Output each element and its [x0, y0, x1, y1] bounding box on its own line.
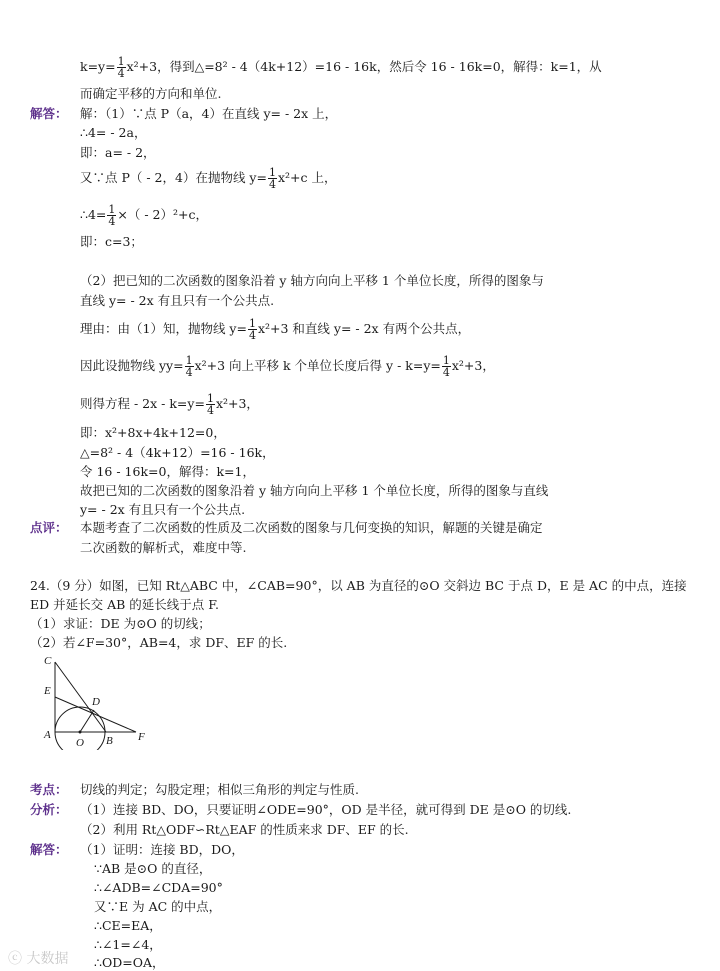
text-line: △=8² - 4（4k+12）=16 - 16k， [80, 445, 275, 460]
question-24-part2: （2）若∠F=30°，AB=4，求 DF、EF 的长. [30, 635, 288, 650]
fraction [206, 393, 215, 416]
question-24-part1: （1）求证：DE 为⊙O 的切线； [30, 616, 211, 631]
analysis-line: （1）连接 BD、DO，只要证明∠ODE=90°，OD 是半径，就可得到 DE 是⊙O 的切线. [80, 802, 572, 817]
text-line: 解：（1）∵点 P（a，4）在直线 y= - 2x 上， [80, 106, 338, 121]
line-od [80, 710, 94, 732]
solution-line: ∵AB 是⊙O 的直径， [94, 861, 212, 876]
fraction [185, 355, 194, 378]
label-f: F [138, 731, 145, 743]
label-b: B [106, 735, 113, 747]
solution-label: 解答： [30, 842, 68, 857]
text-span: ∴4= [80, 207, 107, 222]
text-line [80, 318, 470, 341]
text-line [80, 355, 495, 378]
text-line: 令 16 - 16k=0，解得：k=1， [80, 464, 255, 479]
geometry-diagram [36, 650, 156, 750]
text-line: 即：c=3； [80, 234, 143, 249]
analysis-line: （2）利用 Rt△ODF∽Rt△EAF 的性质来求 DF、EF 的长. [80, 822, 409, 837]
label-a: A [44, 729, 51, 741]
numerator: 1 [185, 354, 193, 367]
numerator: 1 [248, 317, 256, 330]
question-24-line: ED 并延长交 AB 的延长线于点 F. [30, 597, 219, 612]
numerator: 1 [268, 166, 276, 179]
fraction [268, 167, 277, 190]
text-span: k=y= [80, 59, 116, 74]
text-span: 则得方程 - 2x - k=y= [80, 396, 205, 411]
solution-line: ∴OD=OA， [94, 955, 165, 970]
solution-line: 又∵E 为 AC 的中点， [94, 899, 222, 914]
text-line: 即：a= - 2， [80, 145, 156, 160]
numerator: 1 [108, 203, 116, 216]
text-line: （2）把已知的二次函数的图象沿着 y 轴方向向上平移 1 个单位长度，所得的图象与 [80, 273, 544, 288]
solution-line: ∴∠ADB=∠CDA=90° [94, 880, 223, 895]
numerator: 1 [117, 55, 125, 68]
label-o: O [76, 737, 84, 749]
fraction [107, 204, 116, 227]
text-line: 故把已知的二次函数的图象沿着 y 轴方向向上平移 1 个单位长度，所得的图象与直线 [80, 483, 549, 498]
text-span: x²+3，得到△=8² - 4（4k+12）=16 - 16k，然后令 16 - 16k=0，解得：k=1，从 [126, 59, 602, 74]
text-span: x²+3， [215, 396, 259, 411]
numerator: 1 [442, 354, 450, 367]
analysis-label: 分析： [30, 802, 68, 817]
key-point-label: 考点： [30, 782, 68, 797]
denominator: 4 [117, 67, 125, 80]
fraction [117, 56, 126, 79]
text-line: 即：x²+8x+4k+12=0， [80, 425, 226, 440]
watermark: ⓒ 大数据 [8, 951, 69, 967]
text-line [80, 167, 337, 190]
text-line: ∴4= - 2a， [80, 125, 147, 140]
key-point-text: 切线的判定；勾股定理；相似三角形的判定与性质. [80, 782, 359, 797]
text-line: 而确定平移的方向和单位. [80, 86, 222, 101]
center-o-point [79, 731, 82, 734]
text-line [80, 393, 259, 416]
label-e: E [44, 685, 51, 697]
denominator: 4 [185, 366, 193, 379]
label-c: C [44, 655, 52, 667]
text-span: 理由：由（1）知，抛物线 y= [80, 321, 247, 336]
text-line: 本题考查了二次函数的性质及二次函数的图象与几何变换的知识，解题的关键是确定 [80, 520, 543, 535]
text-span: x²+3 和直线 y= - 2x 有两个公共点， [257, 321, 471, 336]
text-line: 直线 y= - 2x 有且只有一个公共点. [80, 293, 275, 308]
text-line [80, 204, 208, 227]
text-span: 又∵点 P（ - 2，4）在抛物线 y= [80, 170, 267, 185]
text-line: y= - 2x 有且只有一个公共点. [80, 502, 246, 517]
text-span: x²+3 向上平移 k 个单位长度后得 y - k=y= [194, 358, 441, 373]
denominator: 4 [248, 329, 256, 342]
solution-line: ∴CE=EA， [94, 918, 162, 933]
text-span: x²+c 上， [277, 170, 337, 185]
text-line: 二次函数的解析式，难度中等. [80, 540, 247, 555]
fraction [442, 355, 451, 378]
solution-line: ∴∠1=∠4， [94, 937, 162, 952]
text-span: x²+3， [451, 358, 495, 373]
label-d: D [92, 696, 100, 708]
question-24-line: 24.（9 分）如图，已知 Rt△ABC 中，∠CAB=90°，以 AB 为直径的⊙O 交斜边 BC 于点 D，E 是 AC 的中点，连接 [30, 578, 687, 593]
comment-label: 点评： [30, 520, 68, 535]
answer-label: 解答： [30, 106, 68, 121]
denominator: 4 [268, 178, 276, 191]
denominator: 4 [206, 404, 214, 417]
fraction [248, 318, 257, 341]
text-line [80, 56, 602, 79]
numerator: 1 [206, 392, 214, 405]
solution-line: （1）证明：连接 BD，DO， [80, 842, 244, 857]
denominator: 4 [442, 366, 450, 379]
text-span: 因此设抛物线 yy= [80, 358, 184, 373]
denominator: 4 [108, 215, 116, 228]
text-span: ×（ - 2）²+c， [117, 207, 208, 222]
